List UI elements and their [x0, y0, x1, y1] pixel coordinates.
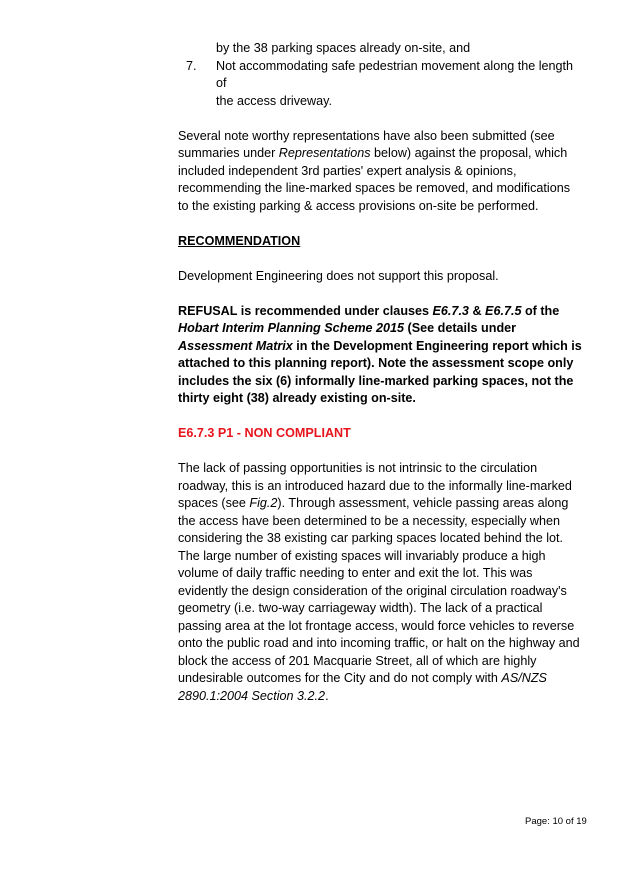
representations-paragraph: Several note worthy representations have also been submitted (see summaries under Representations below) against the proposal, which included independent 3rd parties' expert analysis & opinions, recommending the line-marked spaces be removed, and modifications to the existing parking & access provisions on-site be performed. — [178, 128, 571, 213]
page-number: Page: 10 of 19 — [525, 816, 587, 827]
document-body — [178, 40, 583, 705]
recommendation-text: Development Engineering does not support this proposal. — [178, 268, 499, 283]
recommendation-heading: RECOMMENDATION — [178, 233, 301, 248]
passing-opportunities-paragraph: The lack of passing opportunities is not intrinsic to the circulation roadway, this is an introduced hazard due to the informally line-marked spaces (see Fig.2). Through assessment, vehicle passing areas along the access have been determined to be a necessity, especially when considering the 38 existing car parking spaces located behind the lot. The large number of existing spaces will invariably produce a high volume of daily traffic needing to enter and exit the lot. This was evidently the design consideration of the original circulation roadway's geometry (i.e. two-way carriageway width). The lack of a practical passing area at the lot frontage access, would force vehicles to reverse onto the public road and into incoming traffic, or halt on the highway and block the access of 201 Macquarie Street, all of which are highly undesirable outcomes for the City and do not comply with AS/NZS 2890.1:2004 Section 3.2.2. — [178, 461, 580, 703]
list-item-7: 7. Not accommodating safe pedestrian movement along the length of — [186, 58, 574, 90]
refusal-paragraph: REFUSAL is recommended under clauses E6.7.3 & E6.7.5 of the Hobart Interim Planning Scheme 2015 (See details under Assessment Matrix in the Development Engineering report which is attached to this planning report). Note the assessment scope only includes the six (6) informally line-marked parking spaces, not the thirty eight (38) already existing on-site. — [178, 303, 582, 405]
list-item-7-line2: the access driveway. — [216, 93, 332, 108]
list-item-number: 7. — [186, 58, 197, 73]
representations-reference: Representations — [278, 146, 371, 160]
list-continuation: by the 38 parking spaces already on-site, and — [216, 41, 471, 55]
non-compliant-heading: E6.7.3 P1 - NON COMPLIANT — [178, 426, 351, 440]
